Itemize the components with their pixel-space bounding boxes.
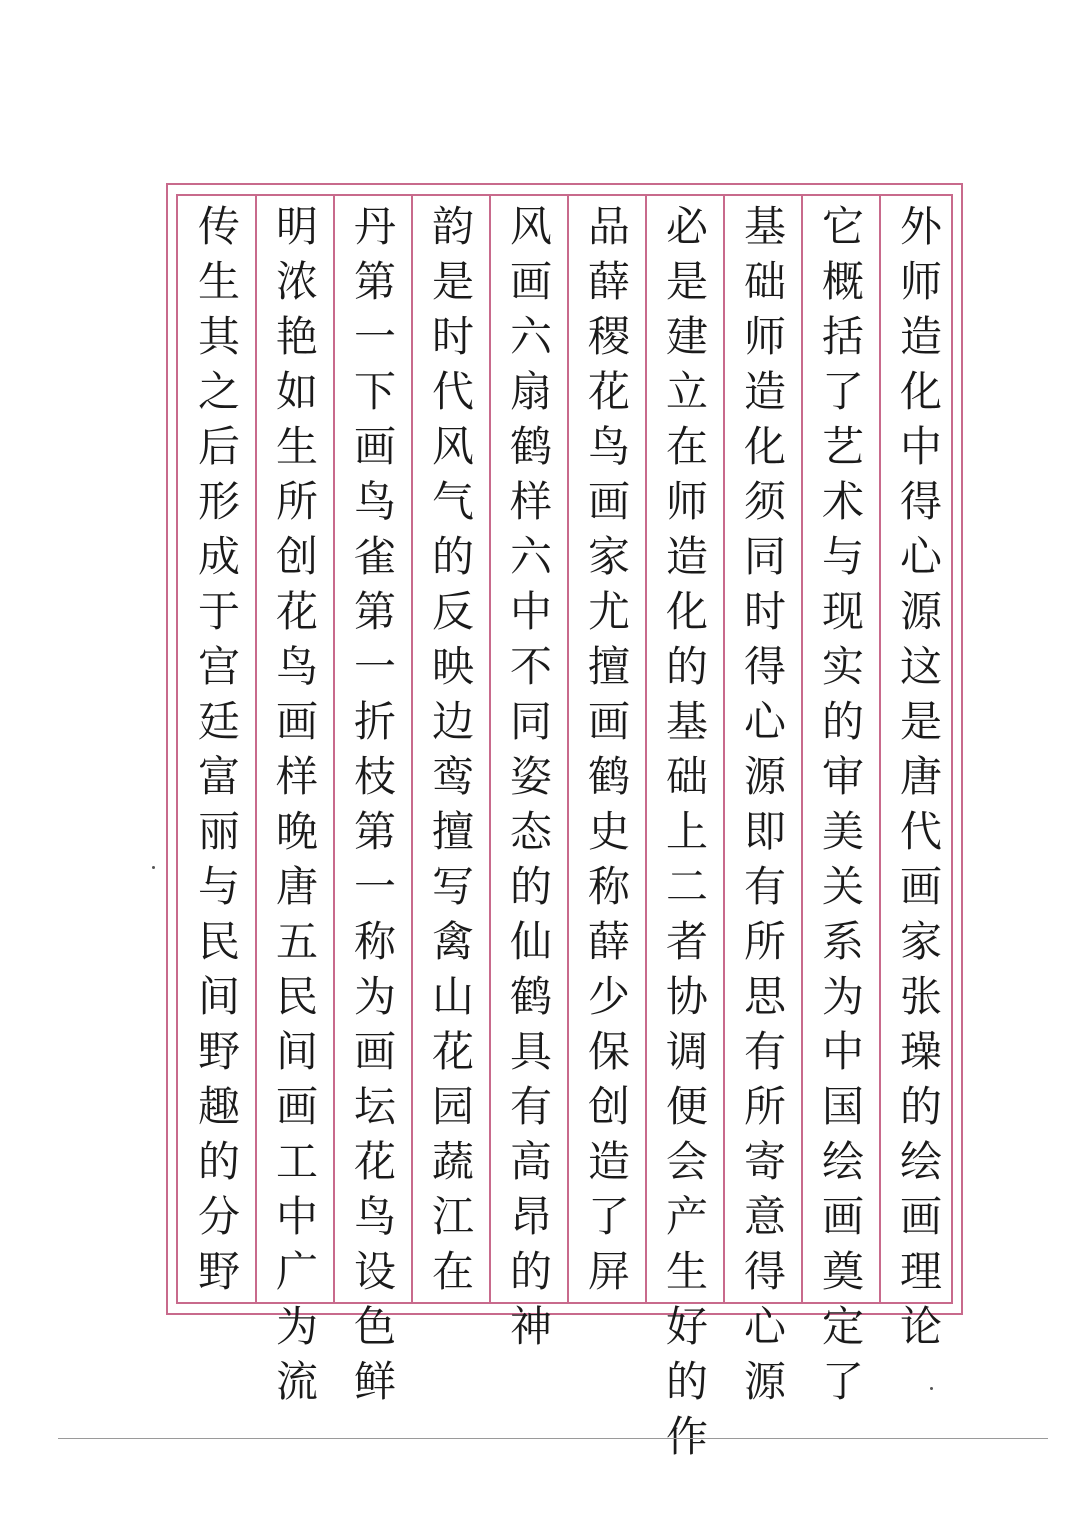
column-text: 外师造化中得心源这是唐代画家张璪的绘画理论 (894, 204, 943, 1359)
column-text: 品薛稷花鸟画家尤擅画鹤史称薛少保创造了屏 (582, 204, 631, 1304)
text-column-2 (801, 204, 879, 1414)
page-bottom-line (58, 1438, 1048, 1439)
ink-speck (152, 866, 155, 869)
text-column-3 (723, 204, 801, 1414)
column-text: 风画六扇鹤样六中不同姿态的仙鹤具有高昂的神 (504, 204, 553, 1359)
text-column-5 (567, 204, 645, 1304)
column-text: 基础师造化须同时得心源即有所思有所寄意得心源 (738, 204, 787, 1414)
text-column-8 (333, 204, 411, 1414)
column-text: 丹第一下画鸟雀第一折枝第一称为画坛花鸟设色鲜 (348, 204, 397, 1414)
column-text: 韵是时代风气的反映边鸾擅写禽山花园蔬江在 (426, 204, 475, 1304)
text-column-10 (177, 204, 255, 1304)
text-column-6 (489, 204, 567, 1359)
ink-speck (930, 1387, 933, 1390)
column-text: 它概括了艺术与现实的审美关系为中国绘画奠定了 (816, 204, 865, 1414)
column-text: 必是建立在师造化的基础上二者协调便会产生好的作 (660, 204, 709, 1469)
column-text: 传生其之后形成于宫廷富丽与民间野趣的分野 (192, 204, 241, 1304)
text-column-7 (411, 204, 489, 1304)
text-column-4 (645, 204, 723, 1469)
text-column-1 (879, 204, 957, 1359)
column-text: 明浓艳如生所创花鸟画样晚唐五民间画工中广为流 (270, 204, 319, 1414)
text-column-9 (255, 204, 333, 1414)
